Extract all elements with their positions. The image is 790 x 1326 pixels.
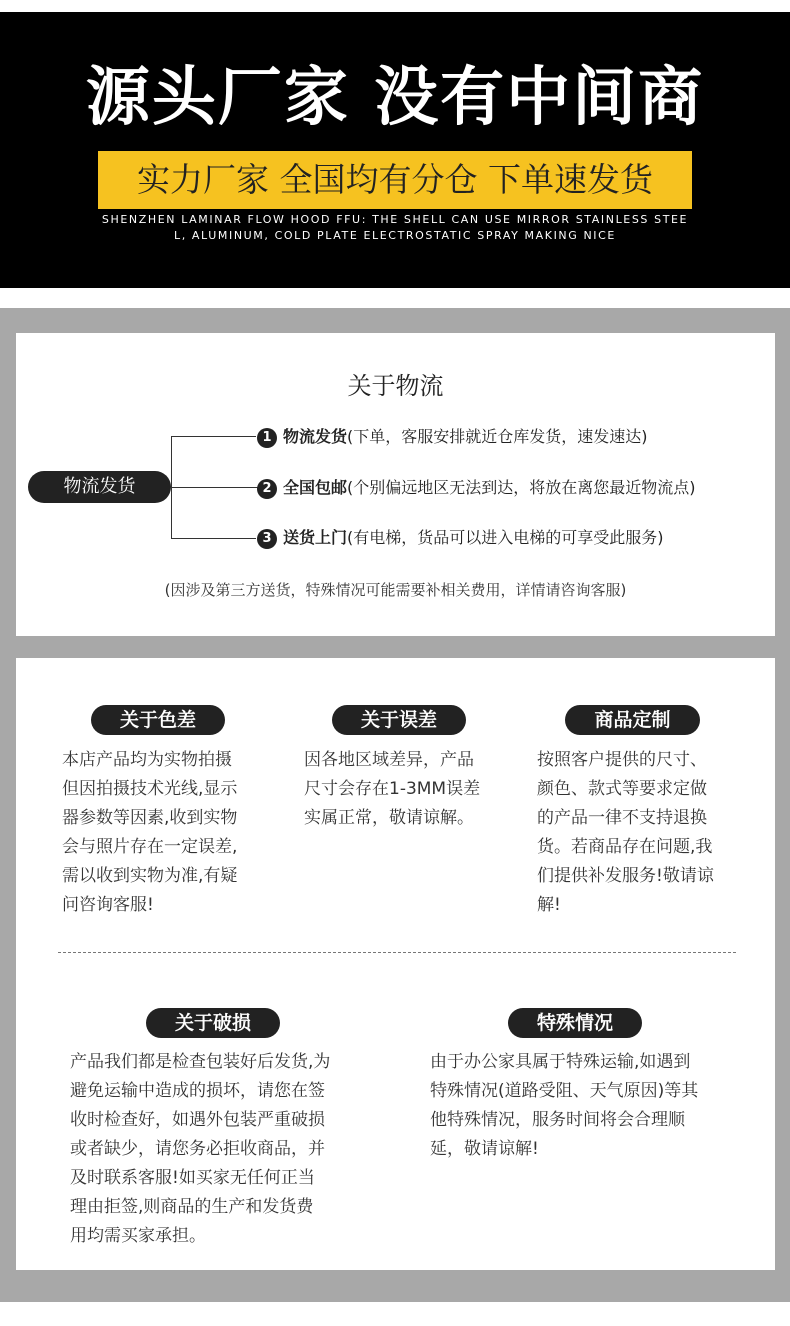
text-line: 的产品一律不支持退换: [537, 808, 707, 828]
text-line: 需以收到实物为准,有疑: [62, 866, 238, 886]
text-line: 用均需买家承担。: [70, 1226, 206, 1246]
banner-english-line: SHENZHEN LAMINAR FLOW HOOD FFU: THE SHELL CAN USE MIRROR STAINLESS STEE: [101, 213, 689, 226]
text-line: 本店产品均为实物拍摄: [62, 750, 232, 770]
logistics-note: (因涉及第三方送货，特殊情况可能需要补相关费用，详情请咨询客服): [164, 581, 627, 599]
special-title: 特殊情况: [508, 1008, 642, 1038]
text-line: 理由拒签,则商品的生产和发货费: [70, 1197, 314, 1217]
option-desc: (有电梯，货品可以进入电梯的可享受此服务): [347, 528, 664, 547]
error-text: [304, 746, 509, 833]
text-line: 避免运输中造成的损坏，请您在签: [70, 1081, 325, 1101]
color-diff-text: [62, 746, 272, 920]
banner-english-text: [100, 212, 690, 244]
error-title: 关于误差: [332, 705, 466, 735]
banner-english-line: L, ALUMINUM, COLD PLATE ELECTROSTATIC SPRAY MAKING NICE: [174, 229, 616, 242]
connector-line: [171, 538, 256, 539]
option-desc: (下单，客服安排就近仓库发货，速发速达): [347, 427, 648, 446]
logistics-title: 关于物流: [347, 372, 444, 400]
connector-line: [171, 436, 256, 437]
dashed-divider: [58, 952, 736, 953]
text-line: 实属正常，敬请谅解。: [304, 808, 474, 828]
banner-title: 源头厂家 没有中间商: [85, 61, 705, 135]
option-title: 物流发货: [283, 427, 348, 446]
text-line: 因各地区域差异，产品: [304, 750, 474, 770]
custom-title: 商品定制: [565, 705, 700, 735]
top-banner: [0, 12, 790, 288]
text-line: 产品我们都是检查包装好后发货,为: [70, 1052, 331, 1072]
text-line: 特殊情况(道路受阻、天气原因)等其: [430, 1081, 699, 1101]
text-line: 但因拍摄技术光线,显示: [62, 779, 238, 799]
option-desc: (个别偏远地区无法到达，将放在离您最近物流点): [347, 478, 696, 497]
notices-panel: [16, 658, 775, 1270]
damage-title: 关于破损: [146, 1008, 280, 1038]
text-line: 延，敬请谅解!: [430, 1139, 539, 1159]
banner-yellow-strip: 实力厂家 全国均有分仓 下单速发货: [98, 151, 692, 209]
text-line: 按照客户提供的尺寸、: [537, 750, 707, 770]
number-badge-icon: 3: [257, 529, 277, 549]
number-badge-icon: 2: [257, 479, 277, 499]
custom-text: [537, 746, 752, 920]
special-text: [430, 1048, 750, 1164]
text-line: 由于办公家具属于特殊运输,如遇到: [430, 1052, 691, 1072]
text-line: 收时检查好，如遇外包装严重破损: [70, 1110, 325, 1130]
color-diff-title: 关于色差: [91, 705, 225, 735]
text-line: 解!: [537, 895, 561, 915]
number-badge-icon: 1: [257, 428, 277, 448]
logistics-option: [257, 476, 696, 500]
text-line: 货。若商品存在问题,我: [537, 837, 713, 857]
text-line: 他特殊情况，服务时间将会合理顺: [430, 1110, 685, 1130]
text-line: 会与照片存在一定误差,: [62, 837, 238, 857]
option-title: 送货上门: [283, 528, 348, 547]
logistics-option: [257, 425, 648, 449]
damage-text: [70, 1048, 370, 1251]
text-line: 尺寸会存在1-3MM误差: [304, 779, 481, 799]
logistics-option: [257, 526, 664, 550]
logistics-panel: [16, 333, 775, 636]
text-line: 们提供补发服务!敬请谅: [537, 866, 714, 886]
text-line: 颜色、款式等要求定做: [537, 779, 707, 799]
text-line: 器参数等因素,收到实物: [62, 808, 238, 828]
text-line: 及时联系客服!如买家无任何正当: [70, 1168, 315, 1188]
text-line: 或者缺少，请您务必拒收商品，并: [70, 1139, 325, 1159]
option-title: 全国包邮: [283, 478, 348, 497]
text-line: 问咨询客服!: [62, 895, 154, 915]
logistics-main-label: 物流发货: [28, 471, 171, 503]
connector-line: [171, 487, 258, 488]
